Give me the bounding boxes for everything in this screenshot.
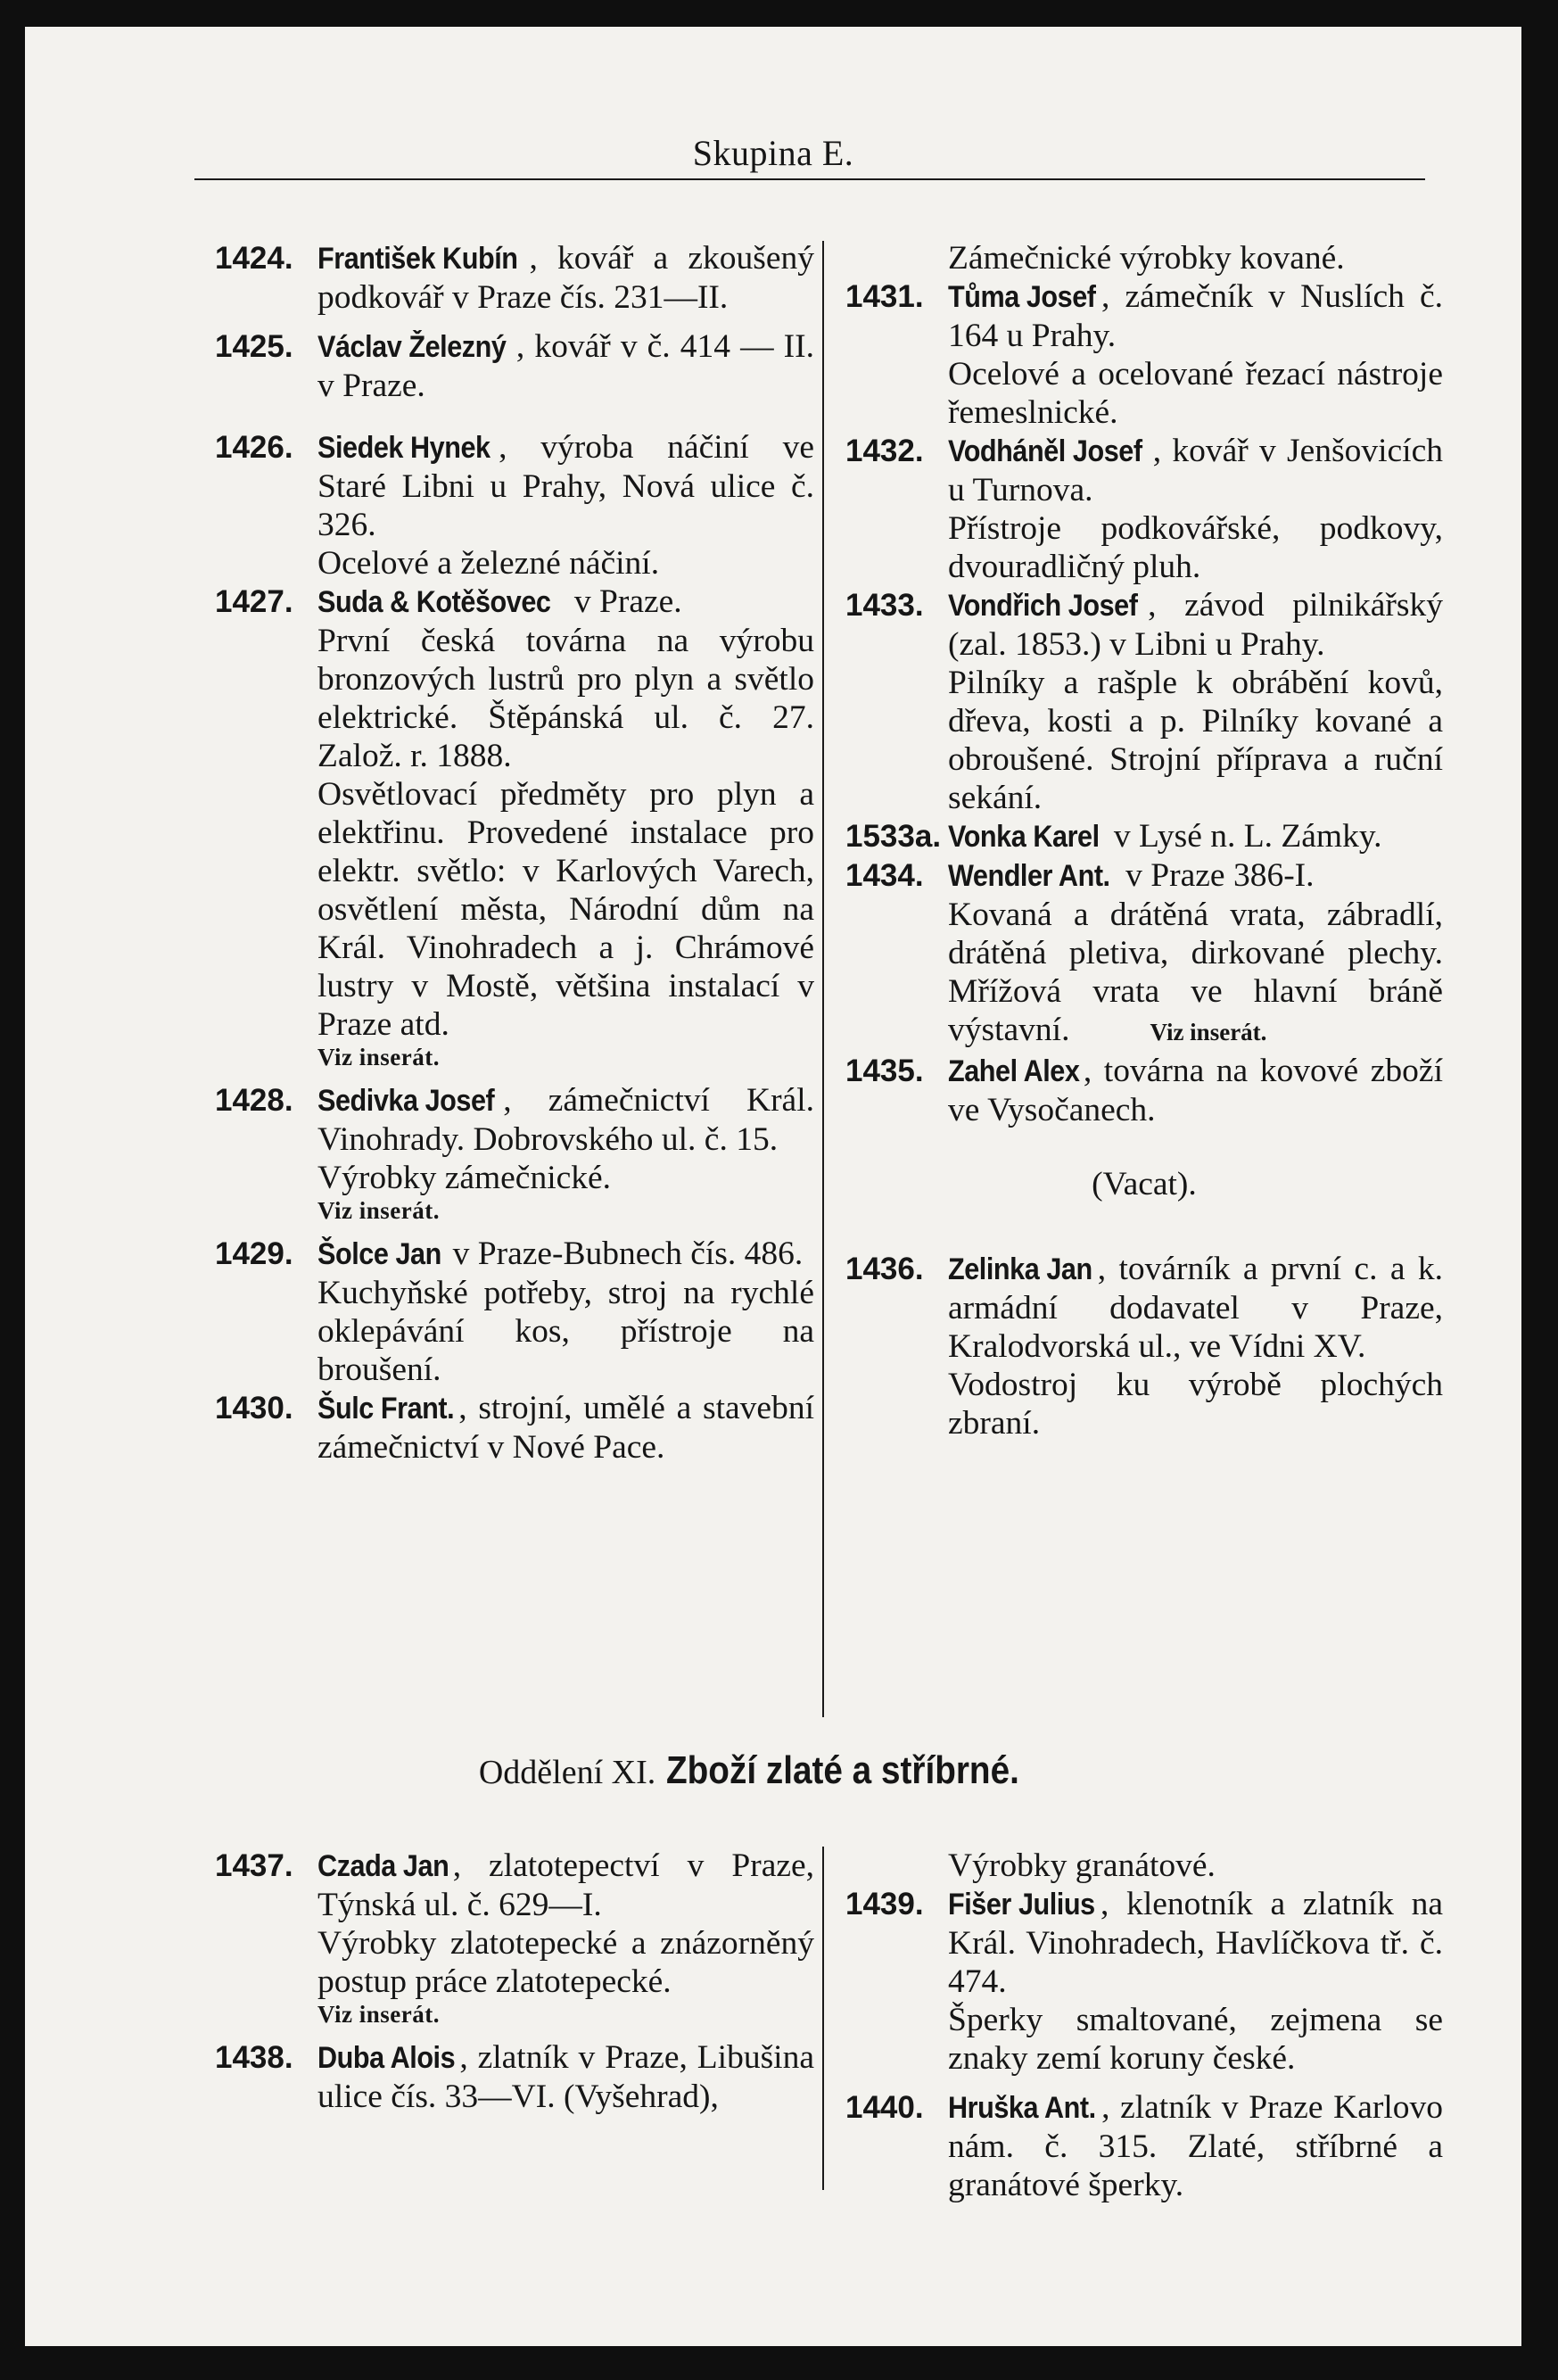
entry-name: František Kubín bbox=[317, 242, 518, 276]
advert-reference: Viz inserát. bbox=[317, 1044, 440, 1070]
entry-note: Šperky smaltované, zejmena se znaky zemí koruny české. bbox=[948, 2002, 1443, 2077]
entry-note: Pilníky a rašple k obrábění kovů, dřeva, kosti a p. Pilníky kované a obroušené. Strojní příprava a ruční sekání. bbox=[948, 665, 1443, 816]
entry-name: Sedivka Josef bbox=[317, 1084, 495, 1118]
entry-name: Vodháněl Josef bbox=[948, 434, 1142, 468]
entry-text: , zlatník v Praze, Libušina ulice čís. 33—VI. (Vyšehrad), bbox=[317, 2039, 814, 2115]
entry-number: 1425. bbox=[215, 329, 293, 364]
entry-number: 1427. bbox=[215, 584, 293, 619]
entry-note: Přístroje podkovářské, podkovy, dvouradličný pluh. bbox=[948, 510, 1443, 585]
entry-name: Fišer Julius bbox=[948, 1888, 1095, 1921]
entry-number: 1437. bbox=[215, 1848, 293, 1883]
entry-text: , továrník a první c. a k. armádní dodavatel v Praze, Kralodvorská ul., ve Vídni XV. bbox=[948, 1251, 1443, 1365]
entry-name: Duba Alois bbox=[317, 2041, 456, 2075]
entry-name: Wendler Ant. bbox=[948, 859, 1110, 893]
entry-text: , kovář v č. 414 — II. v Praze. bbox=[317, 328, 814, 404]
entry-number: 1426. bbox=[215, 430, 293, 465]
entry-name: Vonka Karel bbox=[948, 820, 1100, 854]
entry-number: 1434. bbox=[845, 858, 924, 893]
entry-name: Siedek Hynek bbox=[317, 431, 490, 465]
entry-1436 bbox=[845, 1250, 1443, 1442]
entry-text: , zlatotepectví v Praze, Týnská ul. č. 629—I. bbox=[317, 1847, 814, 1923]
entry-text: , výroba náčiní ve Staré Libni u Prahy, Nová ulice č. 326. bbox=[317, 429, 814, 543]
entry-number: 1533a. bbox=[845, 819, 942, 854]
entry-1428 bbox=[215, 1081, 814, 1224]
entry-1434 bbox=[845, 856, 1443, 1052]
entry-text: v Praze 386-I. bbox=[1117, 857, 1315, 894]
entry-name: Suda & Kotěšovec bbox=[317, 585, 551, 619]
entry-number: 1435. bbox=[845, 1054, 924, 1088]
entry-name: Šolce Jan bbox=[317, 1237, 441, 1271]
entry-text: , kovář a zkoušený podkovář v Praze čís. 231—II. bbox=[317, 240, 814, 316]
entry-text: v Praze-Bubnech čís. 486. bbox=[444, 1235, 804, 1272]
entry-name: Zahel Alex bbox=[948, 1054, 1080, 1088]
entry-note: Ocelové a ocelované řezací nástroje řemeslnické. bbox=[948, 356, 1443, 431]
entry-description: První česká továrna na výrobu bronzových lustrů pro plyn a světlo elektrické. Štěpánská ul. č. 27. Založ. r. 1888. bbox=[317, 623, 814, 774]
entry-text: , továrna na kovové zboží ve Vysočanech. bbox=[948, 1053, 1443, 1128]
entry-number: 1433. bbox=[845, 588, 924, 623]
entry-text: , zámečnictví Král. Vinohrady. Dobrovského ul. č. 15. bbox=[317, 1082, 814, 1158]
header-rule bbox=[194, 178, 1425, 180]
entry-1430 bbox=[215, 1389, 814, 1467]
entry-number: 1431. bbox=[845, 279, 924, 314]
bottom-right-column bbox=[845, 1847, 1443, 2204]
entry-name: Hruška Ant. bbox=[948, 2091, 1096, 2125]
entry-1427 bbox=[215, 583, 814, 1070]
entry-number: 1438. bbox=[215, 2040, 293, 2075]
top-right-column bbox=[845, 239, 1443, 1442]
entry-text: , klenotník a zlatník na Král. Vinohradech, Havlíčkova tř. č. 474. bbox=[948, 1886, 1443, 2000]
section-label: Oddělení XI. bbox=[478, 1754, 656, 1791]
entry-note: Výrobky zámečnické. bbox=[317, 1160, 612, 1196]
entry-note: Osvětlovací předměty pro plyn a elektřinu. Provedené instalace pro elektr. světlo: v Karlových Varech, osvětlení města, Národní dům na Král. Vinohradech a j. Chrámové lustry v Mostě, většina instalací v Praze atd. bbox=[317, 776, 814, 1043]
entry-number: 1432. bbox=[845, 434, 924, 468]
entry-1435 bbox=[845, 1052, 1443, 1129]
entry-number: 1429. bbox=[215, 1236, 293, 1271]
entry-number: 1428. bbox=[215, 1083, 293, 1118]
entry-text: v Praze. bbox=[565, 583, 682, 620]
entry-name: Tůma Josef bbox=[948, 280, 1096, 314]
entry-text: , strojní, umělé a stavební zámečnictví v Nové Pace. bbox=[317, 1390, 814, 1466]
entry-1426 bbox=[215, 428, 814, 583]
entry-text: , závod pilnikářský (zal. 1853.) v Libni u Prahy. bbox=[948, 587, 1443, 663]
entry-number: 1440. bbox=[845, 2090, 924, 2125]
entry-1440 bbox=[845, 2088, 1443, 2204]
entry-1424 bbox=[215, 239, 814, 317]
entry-name: Czada Jan bbox=[317, 1849, 449, 1883]
entry-1438 bbox=[215, 2038, 814, 2116]
entry-1439 bbox=[845, 1885, 1443, 2078]
entry-number: 1439. bbox=[845, 1887, 924, 1921]
entry-name: Václav Železný bbox=[317, 330, 507, 364]
entry-1429 bbox=[215, 1235, 814, 1389]
entry-name: Šulc Frant. bbox=[317, 1392, 455, 1426]
entry-text: v Lysé n. L. Zámky. bbox=[1105, 818, 1382, 855]
advert-reference: Viz inserát. bbox=[1150, 1019, 1267, 1045]
entry-1431 bbox=[845, 277, 1443, 432]
entry-1533a bbox=[845, 817, 1443, 856]
entry-note: Ocelové a železné náčiní. bbox=[317, 545, 660, 582]
vacat-label: (Vacat). bbox=[1092, 1166, 1197, 1202]
entry-number: 1430. bbox=[215, 1391, 293, 1426]
continued-note: Výrobky granátové. bbox=[948, 1847, 1216, 1884]
top-left-column bbox=[215, 239, 814, 1467]
entry-note: Vodostroj ku výrobě plochých zbraní. bbox=[948, 1367, 1443, 1442]
entry-number: 1436. bbox=[845, 1252, 924, 1286]
section-heading bbox=[25, 1748, 1521, 1793]
entry-1437 bbox=[215, 1847, 814, 2028]
entry-1433 bbox=[845, 586, 1443, 817]
advert-reference: Viz inserát. bbox=[317, 1197, 440, 1224]
entry-text: , kovář v Jenšovicích u Turnova. bbox=[948, 433, 1443, 508]
entry-name: Zelinka Jan bbox=[948, 1252, 1092, 1286]
continued-note: Zámečnické výrobky kované. bbox=[948, 240, 1345, 277]
entry-note: Kuchyňské potřeby, stroj na rychlé oklepávání kos, přístroje na broušení. bbox=[317, 1275, 814, 1388]
bottom-left-column bbox=[215, 1847, 814, 2116]
entry-number: 1424. bbox=[215, 241, 293, 276]
page-header: Skupina E. bbox=[692, 133, 854, 173]
entry-1432 bbox=[845, 432, 1443, 586]
section-title: Zboží zlaté a stříbrné. bbox=[666, 1748, 1020, 1792]
entry-note: Kovaná a drátěná vrata, zábradlí, drátěná pletiva, dirkované plechy. Mřížová vrata ve hlavní bráně výstavní. bbox=[948, 897, 1443, 1048]
document-page bbox=[25, 27, 1521, 2346]
entry-text: , zlatník v Praze Karlovo nám. č. 315. Zlaté, stříbrné a granátové šperky. bbox=[948, 2089, 1443, 2203]
column-divider-bottom bbox=[822, 1847, 824, 2190]
entry-name: Vondřich Josef bbox=[948, 589, 1138, 623]
entry-note: Výrobky zlatotepecké a znázorněný postup práce zlatotepecké. bbox=[317, 1925, 814, 2000]
advert-reference: Viz inserát. bbox=[317, 2001, 440, 2028]
entry-text: , zámečník v Nuslích č. 164 u Prahy. bbox=[948, 278, 1443, 354]
entry-1425 bbox=[215, 327, 814, 405]
column-divider-top bbox=[822, 241, 824, 1717]
